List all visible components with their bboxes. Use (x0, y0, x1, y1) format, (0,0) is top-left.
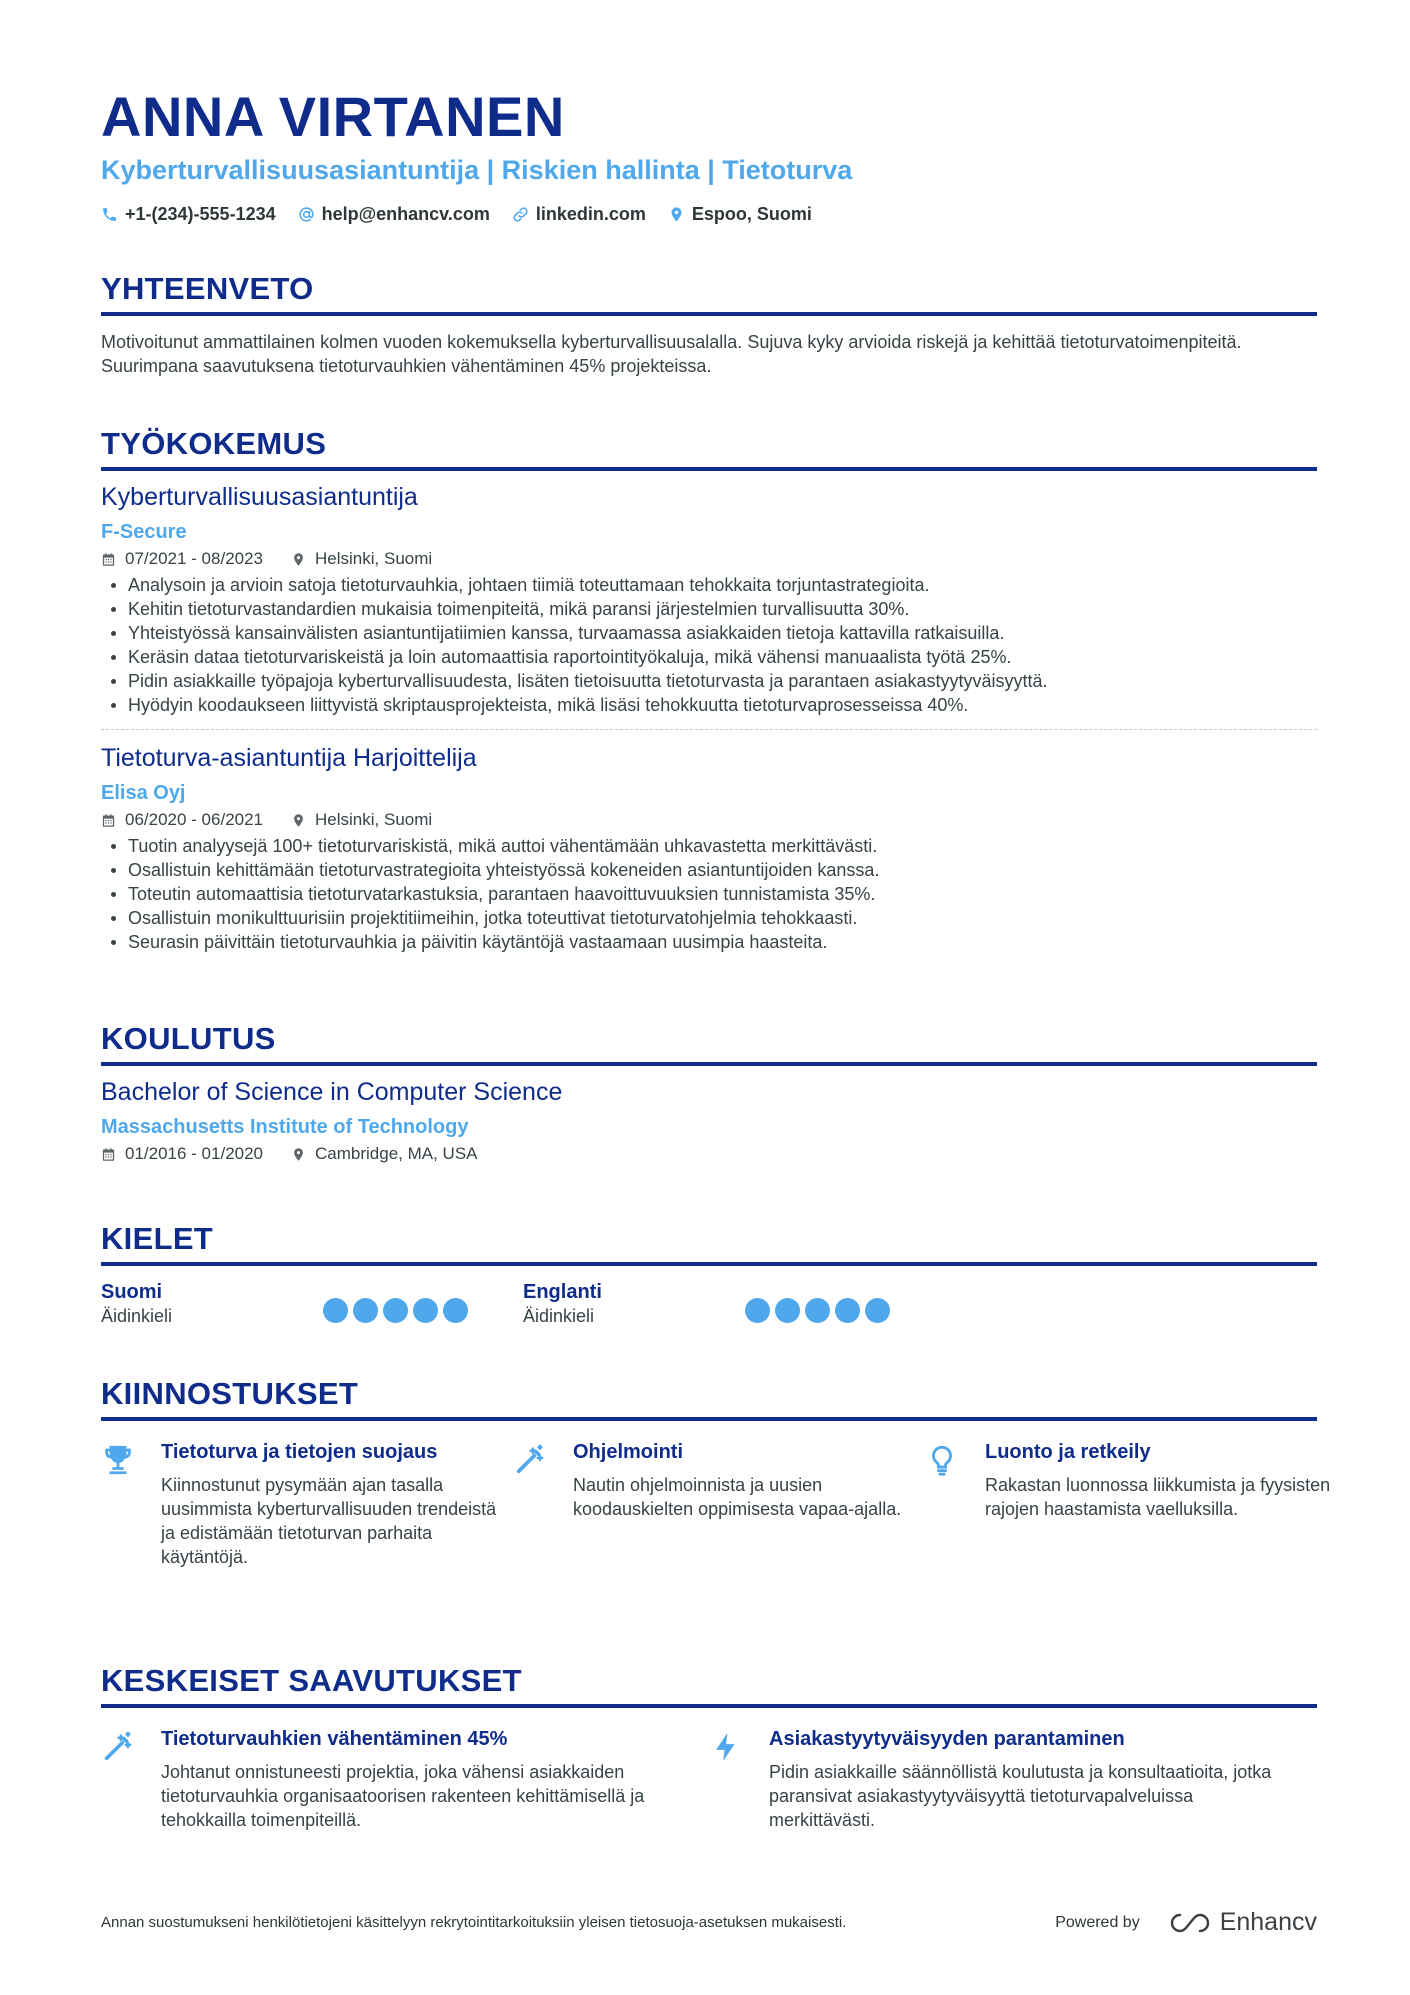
linkedin-text: linkedin.com (535, 204, 646, 224)
company-name: F-Secure (101, 521, 187, 543)
rating-dot (383, 1298, 408, 1323)
job-location (291, 808, 432, 832)
consent-text: Annan suostumukseni henkilötietojeni käsittelyyn rekrytointitarkoituksiin yleisen tietosuoja-asetuksen mukaisesti. (101, 1914, 847, 1931)
language-item (523, 1280, 945, 1328)
job-location-text: Helsinki, Suomi (315, 810, 433, 829)
job-dates-text: 06/2020 - 06/2021 (125, 810, 264, 829)
job-title: Kyberturvallisuusasiantuntija (101, 483, 418, 511)
rating-dot (353, 1298, 378, 1323)
rating-dot (865, 1298, 890, 1323)
language-rating (323, 1280, 473, 1328)
education-dates-text: 01/2016 - 01/2020 (125, 1144, 264, 1163)
list-item: Tuotin analyysejä 100+ tietoturvariskistä, mikä auttoi vähentämään uhkavastetta merkittävästi. (101, 834, 1317, 858)
rating-dot (775, 1298, 800, 1323)
section-title-education: KOULUTUS (101, 1020, 1317, 1066)
achievements-grid (101, 1726, 1317, 1832)
education-location (291, 1142, 478, 1166)
job-entry (101, 742, 1317, 954)
job-location (291, 547, 432, 571)
languages-row (101, 1280, 1317, 1328)
list-item: Pidin asiakkaille työpajoja kyberturvallisuudesta, lisäten tietoisuutta tietoturvasta ja parantaen asiakastyytyväisyyttä. (101, 669, 1317, 693)
contact-bar (101, 204, 834, 225)
school-name: Massachusetts Institute of Technology (101, 1116, 469, 1138)
achievement-text: Johtanut onnistuneesti projektia, joka vähensi asiakkaiden tietoturvauhkia organisaatoorisen rakenteen kehittämisellä ja tehokkailla toimenpiteillä. (161, 1762, 645, 1830)
section-title-experience: TYÖKOKEMUS (101, 425, 1317, 471)
rating-dot (745, 1298, 770, 1323)
rating-dot (443, 1298, 468, 1323)
job-meta (101, 808, 1317, 832)
phone-icon (101, 206, 118, 223)
map-pin-icon (291, 1147, 306, 1162)
map-pin-icon (291, 552, 306, 567)
at-icon (298, 206, 315, 223)
company-name: Elisa Oyj (101, 782, 186, 804)
contact-phone[interactable] (101, 204, 276, 225)
language-level: Äidinkieli (523, 1306, 595, 1326)
calendar-icon (101, 1147, 116, 1162)
headline: Kyberturvallisuusasiantuntija | Riskien hallinta | Tietoturva (101, 155, 853, 185)
enhancv-logo (1168, 1908, 1317, 1937)
lightbulb-icon (925, 1443, 959, 1477)
rating-dot (413, 1298, 438, 1323)
interest-text: Kiinnostunut pysymään ajan tasalla uusimmista kyberturvallisuuden trendeistä ja edistämään tietoturvan parhaita käytäntöjä. (161, 1475, 497, 1567)
magic-wand-icon (513, 1443, 547, 1477)
education-section (101, 1020, 1317, 1166)
education-meta (101, 1142, 1317, 1166)
section-title-summary: YHTEENVETO (101, 270, 1317, 316)
achievement-title: Asiakastyytyväisyyden parantaminen (769, 1728, 1125, 1750)
map-pin-icon (291, 813, 306, 828)
interest-item (101, 1439, 513, 1569)
achievement-title: Tietoturvauhkien vähentäminen 45% (161, 1728, 508, 1750)
language-name: Suomi (101, 1281, 163, 1303)
summary-section (101, 270, 1317, 378)
powered-by[interactable] (1055, 1908, 1317, 1937)
list-item: Kehitin tietoturvastandardien mukaisia toimenpiteitä, mikä paransi järjestelmien turvallisuutta 30%. (101, 597, 1317, 621)
contact-email[interactable] (298, 204, 490, 225)
email-text: help@enhancv.com (321, 204, 490, 224)
job-dates (101, 808, 263, 832)
summary-text: Motivoitunut ammattilainen kolmen vuoden kokemuksella kyberturvallisuusalalla. Sujuva kyky arvioida riskejä ja kehittää tietoturvatoimenpiteitä. Suurimpana saavutuksena tietoturvauhkien vähentäminen 45% projekteissa. (101, 332, 1242, 376)
candidate-name: ANNA VIRTANEN (101, 85, 565, 148)
enhancv-logo-icon (1168, 1911, 1212, 1935)
job-dates-text: 07/2021 - 08/2023 (125, 549, 264, 568)
job-meta (101, 547, 1317, 571)
phone-text: +1-(234)-555-1234 (125, 204, 276, 224)
language-level: Äidinkieli (101, 1306, 173, 1326)
achievement-item (709, 1726, 1317, 1832)
job-bullets (101, 834, 1317, 954)
job-entry (101, 481, 1317, 717)
calendar-icon (101, 552, 116, 567)
language-item (101, 1280, 523, 1328)
education-dates (101, 1142, 263, 1166)
powered-by-label: Powered by (1055, 1913, 1140, 1931)
list-item: Hyödyin koodaukseen liittyvistä skriptausprojekteista, mikä lisäsi tehokkuutta tietoturvaprosesseissa 40%. (101, 693, 1317, 717)
section-title-languages: KIELET (101, 1220, 1317, 1266)
section-title-interests: KIINNOSTUKSET (101, 1375, 1317, 1421)
list-item: Osallistuin kehittämään tietoturvastrategioita yhteistyössä kokeneiden asiantuntijoiden kanssa. (101, 858, 1317, 882)
trophy-icon (101, 1443, 135, 1477)
achievement-text: Pidin asiakkaille säännöllistä koulutusta ja konsultaatioita, jotka paransivat asiakastyytyväisyyttä tietoturvapalveluissa merkittävästi. (769, 1762, 1272, 1830)
job-location-text: Helsinki, Suomi (315, 549, 433, 568)
entry-divider (101, 729, 1317, 730)
achievement-item (101, 1726, 709, 1832)
rating-dot (835, 1298, 860, 1323)
languages-section (101, 1220, 1317, 1328)
list-item: Analysoin ja arvioin satoja tietoturvauhkia, johtaen tiimiä toteuttamaan tehokkaita torjuntastrategioita. (101, 573, 1317, 597)
rating-dot (805, 1298, 830, 1323)
interest-text: Nautin ohjelmoinnista ja uusien koodauskielten oppimisesta vapaa-ajalla. (573, 1475, 902, 1519)
list-item: Osallistuin monikulttuurisiin projektitiimeihin, jotka toteuttivat tietoturvatohjelmia tehokkaasti. (101, 906, 1317, 930)
magic-wand-icon (101, 1730, 135, 1764)
interest-item (513, 1439, 925, 1569)
interest-title: Tietoturva ja tietojen suojaus (161, 1441, 438, 1463)
experience-section (101, 425, 1317, 954)
rating-dot (323, 1298, 348, 1323)
interest-text: Rakastan luonnossa liikkumista ja fyysisten rajojen haastamista vaelluksilla. (985, 1475, 1331, 1519)
language-rating (745, 1280, 895, 1328)
interest-title: Ohjelmointi (573, 1441, 683, 1463)
list-item: Yhteistyössä kansainvälisten asiantuntijatiimien kanssa, turvaamassa asiakkaiden tietoja kattavilla ratkaisuilla. (101, 621, 1317, 645)
list-item: Toteutin automaattisia tietoturvatarkastuksia, parantaen haavoittuvuuksien tunnistamista 35%. (101, 882, 1317, 906)
contact-location (668, 204, 812, 225)
link-icon (512, 206, 529, 223)
interests-section (101, 1375, 1331, 1569)
list-item: Seurasin päivittäin tietoturvauhkia ja päivitin käytäntöjä vastaamaan uusimpia haasteita. (101, 930, 1317, 954)
contact-linkedin[interactable] (512, 204, 646, 225)
section-title-achievements: KESKEISET SAAVUTUKSET (101, 1662, 1317, 1708)
map-pin-icon (668, 206, 685, 223)
calendar-icon (101, 813, 116, 828)
interests-grid (101, 1439, 1331, 1569)
job-bullets (101, 573, 1317, 717)
achievements-section (101, 1662, 1317, 1832)
lightning-icon (709, 1730, 743, 1764)
location-text: Espoo, Suomi (691, 204, 812, 224)
interest-title: Luonto ja retkeily (985, 1441, 1151, 1463)
job-title: Tietoturva-asiantuntija Harjoittelija (101, 744, 477, 772)
list-item: Keräsin dataa tietoturvariskeistä ja loin automaattisia raportointityökaluja, mikä vähensi manuaalista työtä 25%. (101, 645, 1317, 669)
language-name: Englanti (523, 1281, 602, 1303)
degree-title: Bachelor of Science in Computer Science (101, 1078, 563, 1106)
brand-name: Enhancv (1219, 1908, 1317, 1936)
education-location-text: Cambridge, MA, USA (315, 1144, 478, 1163)
interest-item (925, 1439, 1337, 1569)
job-dates (101, 547, 263, 571)
footer (101, 1908, 1317, 1937)
